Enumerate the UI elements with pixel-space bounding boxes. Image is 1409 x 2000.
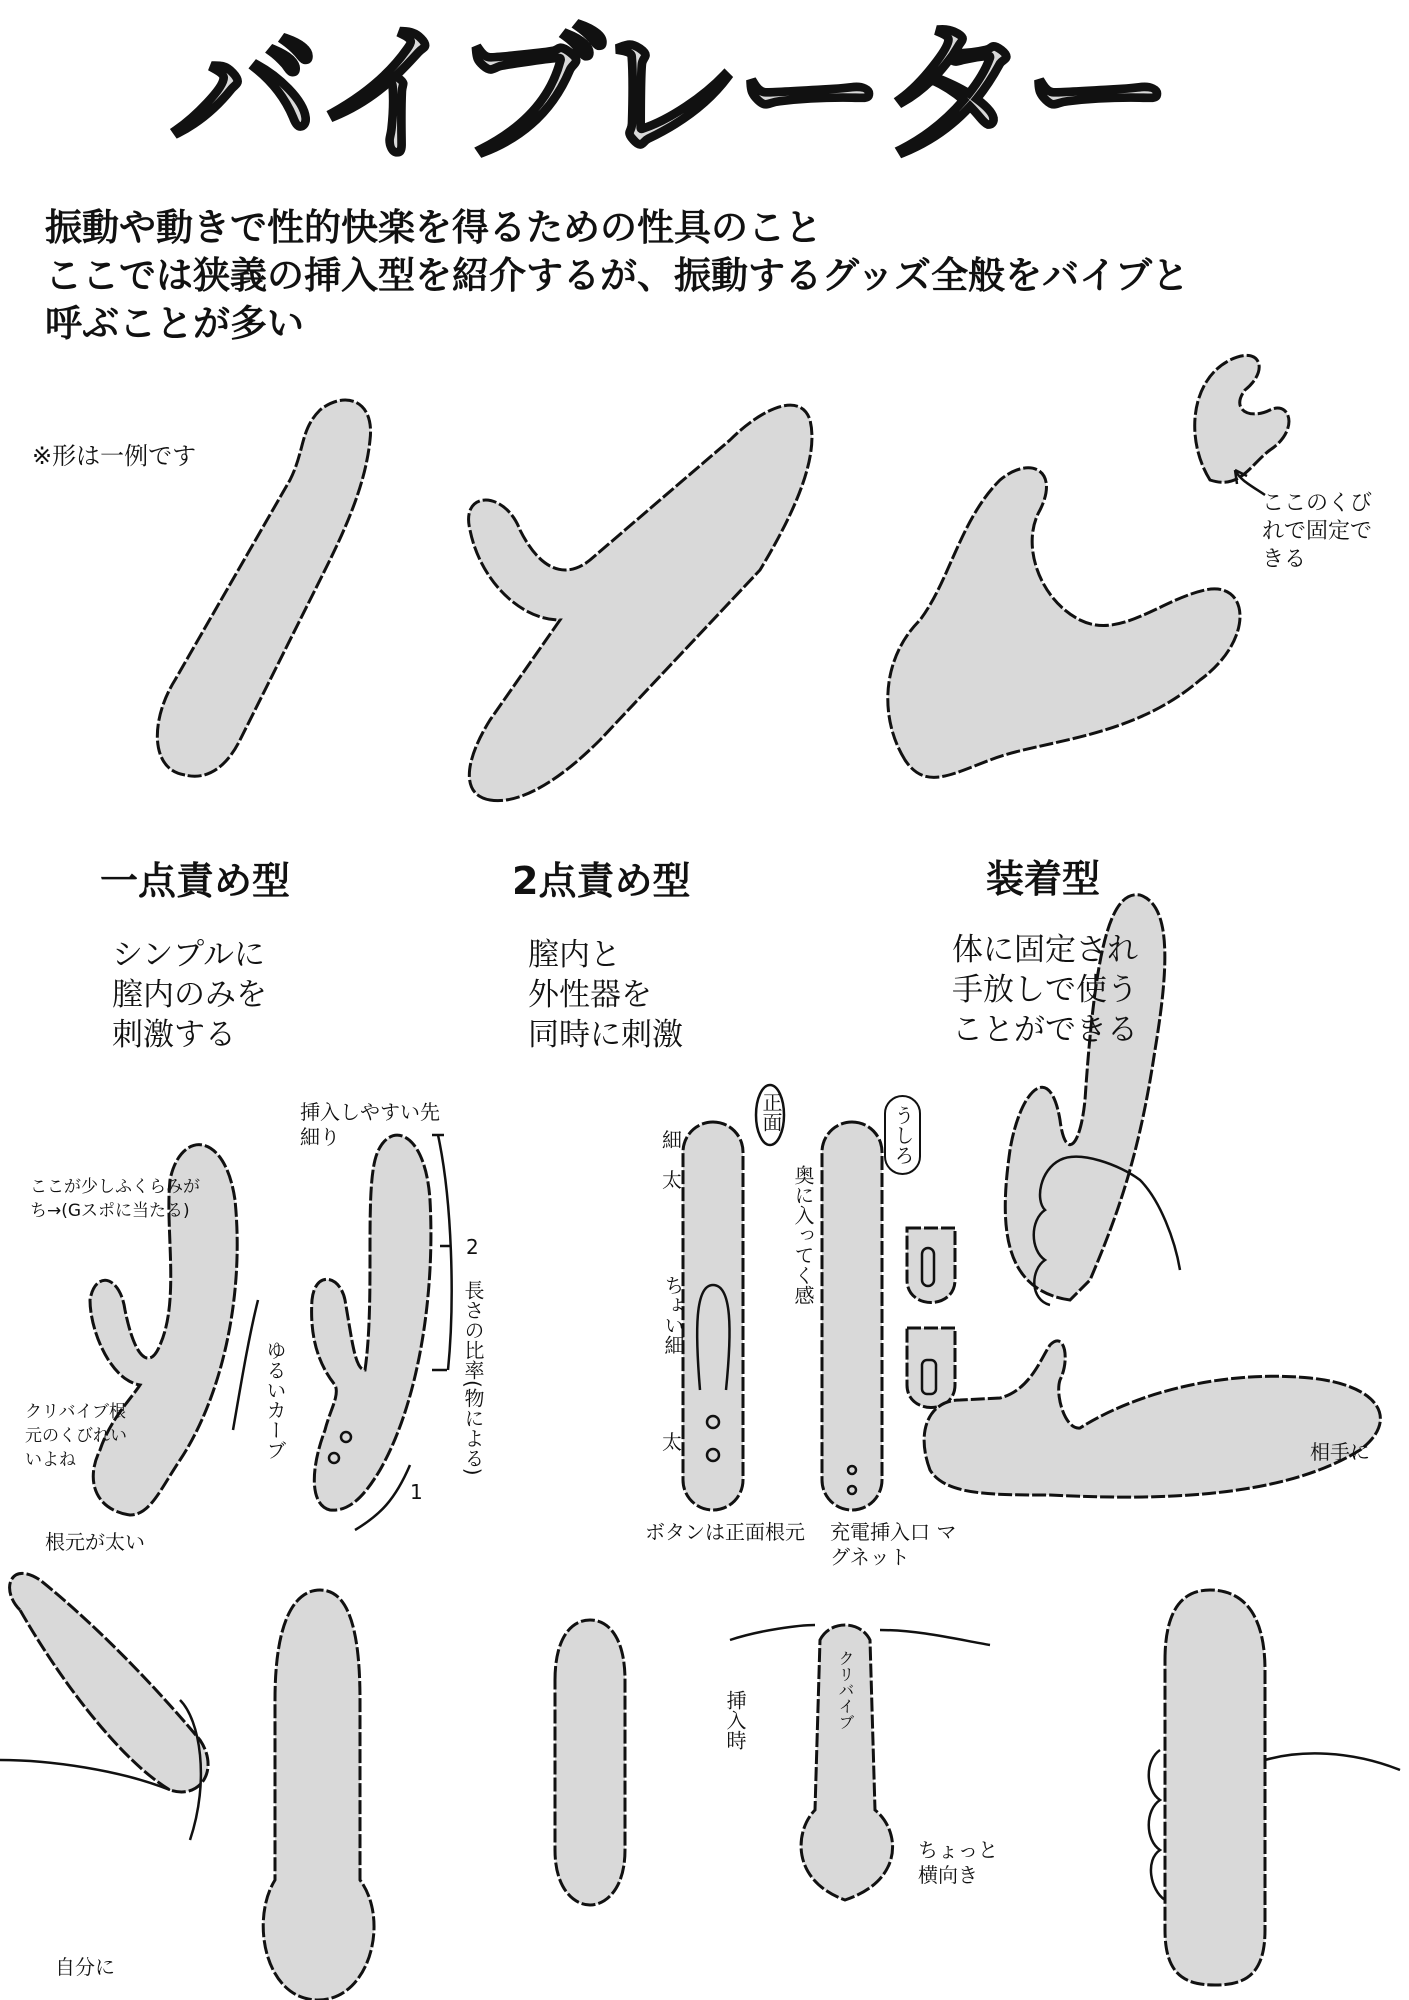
partner-use-vibrator-shape: [1165, 1590, 1265, 1985]
label-thick-top: 太: [662, 1168, 682, 1192]
annotation-tapered: 挿入しやすい先細り: [300, 1100, 440, 1149]
type-desc-single: [112, 935, 267, 1055]
bottom-view-shape: [263, 1590, 374, 2000]
intro-line: 振動や動きで性的快楽を得るための性具のこと: [45, 206, 822, 249]
type-desc-wearable: [952, 930, 1138, 1050]
annotation-buttons: ボタンは正面根元: [645, 1520, 805, 1544]
desc-line: 同時に刺激: [528, 1017, 683, 1053]
type-desc-two: [528, 935, 683, 1055]
ratio-1-label: 1: [410, 1480, 423, 1504]
annotation-gentle-curve: ゆるいカーブ: [263, 1340, 287, 1460]
desc-line: ことができる: [952, 1012, 1138, 1048]
page-title: バイブレーター: [170, 8, 1168, 182]
two-point-vibrator-shape: [469, 405, 812, 800]
ratio-2-label: 2: [466, 1235, 479, 1259]
desc-line: 膣内のみを: [112, 977, 267, 1013]
annotation-deep: 奥に入ってく感: [791, 1165, 815, 1305]
annotation-base-thick: 根元が太い: [45, 1530, 145, 1554]
annotation-charging: 充電挿入口 マグネット: [830, 1520, 957, 1569]
label-thin: 細: [662, 1128, 682, 1152]
annotation-sideways: ちょっと横向き: [918, 1838, 998, 1887]
shape-example-note: ※形は一例です: [32, 442, 197, 470]
front-clit-view-shape: [555, 1620, 625, 1905]
annotation-clit-base: クリバイブ根元のくびれいいよね: [25, 1402, 127, 1470]
annotation-ratio-note: 長さの比率(物による): [461, 1280, 485, 1476]
desc-line: シンプルに: [112, 937, 265, 973]
type-two-point: 2点責め型: [512, 859, 691, 903]
intro-line: 呼ぶことが多い: [45, 302, 304, 345]
label-slightly-thin: ちょい細: [661, 1275, 685, 1355]
desc-line: 刺激する: [112, 1017, 236, 1053]
wearable-vibrator-shape: [888, 468, 1240, 778]
desc-line: 手放しで使う: [952, 972, 1138, 1008]
label-for-partner: 相手に: [1310, 1440, 1370, 1464]
desc-line: 体に固定され: [952, 932, 1138, 968]
self-use-vibrator-shape: [10, 1573, 208, 1792]
type-single-point: 一点責め型: [100, 859, 291, 903]
intro-line: ここでは狭義の挿入型を紹介するが、振動するグッズ全般をバイブと: [45, 254, 1190, 297]
fix-note: ここのくびれで固定できる: [1262, 491, 1373, 572]
front-view-shape: [683, 1122, 743, 1510]
label-back: うしろ: [884, 1095, 921, 1175]
label-inserted: 挿入時: [723, 1690, 747, 1750]
type-wearable: 装着型: [986, 857, 1101, 901]
label-clit-vibe: クリバイブ: [836, 1650, 855, 1730]
back-view-shape: [822, 1122, 882, 1510]
wearable-rabbit-shape: [924, 1341, 1380, 1497]
annotation-bulge: ここが少しふくらみがち→(Gスポに当たる): [30, 1177, 200, 1221]
curve-arrow: [233, 1300, 258, 1430]
end-view-shape: [907, 1228, 955, 1303]
desc-line: 外性器を: [528, 977, 652, 1013]
wearable-side-detail-shape: [1195, 355, 1289, 482]
label-front: 正面: [759, 1092, 783, 1132]
desc-line: 膣内と: [528, 937, 621, 973]
label-for-self: 自分に: [55, 1955, 115, 1979]
label-thick-bottom: 太: [662, 1430, 682, 1454]
charger-end-view-shape: [907, 1328, 955, 1408]
